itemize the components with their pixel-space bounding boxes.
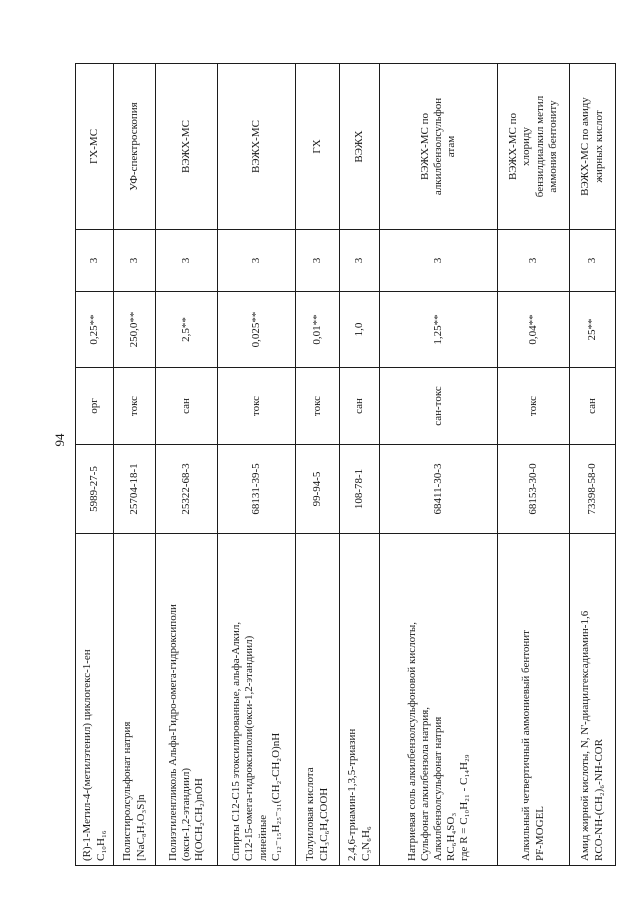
substance-name-cell: [156, 534, 218, 866]
hazard-class-cell: 3: [380, 230, 498, 292]
substance-name-line: Алкилбензолсульфонат натрия: [431, 716, 444, 861]
analysis-method-line: бензилдиалкил метил: [533, 95, 546, 198]
substance-name-line: (окси-1,2-этандиил): [179, 767, 192, 861]
analysis-method-line: ВЭЖХ-МС по: [507, 112, 520, 181]
hazard-type-cell: сан: [340, 368, 380, 445]
analysis-method-cell: [570, 64, 616, 230]
substance-name-line: (R)-1-Метил-4-(метилэтенил) циклогекс-1-ен: [81, 649, 94, 861]
rotated-table-frame: [75, 64, 615, 866]
limit-value-cell: 0,01**: [296, 292, 340, 368]
limit-value-cell: 0,04**: [498, 292, 570, 368]
analysis-method-cell: [380, 64, 498, 230]
table-row: [76, 64, 114, 866]
limit-value-cell: 1,25**: [380, 292, 498, 368]
hazard-class-cell: 3: [296, 230, 340, 292]
substance-name-line: C12-15-омега-гидроксиполи(окси-1,2-этандиил): [243, 635, 256, 861]
table-row: [498, 64, 570, 866]
page-number: 94: [52, 433, 67, 447]
analysis-method-line: аммония бентониту: [546, 100, 559, 193]
substance-name-line: C₁₀H₁₆: [94, 830, 107, 861]
table-row: [340, 64, 380, 866]
limit-value-cell: 0,25**: [76, 292, 114, 368]
analysis-method-line: хлориду: [520, 127, 533, 166]
table-row: [380, 64, 498, 866]
hazard-type-cell: токс: [114, 368, 156, 445]
limit-value-cell: 250,0**: [114, 292, 156, 368]
analysis-method-cell: ВЭЖХ: [340, 64, 380, 230]
hazard-type-cell: токс: [296, 368, 340, 445]
hazard-type-cell: сан-токс: [380, 368, 498, 445]
substance-name-line: Амид жирной кислоты, N, N'-диацилгексадиамин-1,6: [579, 610, 592, 861]
substance-name-line: CH₃C₆H₄COOH: [317, 787, 330, 861]
substance-name-cell: [218, 534, 296, 866]
substance-name-line: H(OCH₂CH₂)nOH: [193, 778, 206, 861]
table-row: [114, 64, 156, 866]
hazard-type-cell: орг: [76, 368, 114, 445]
cas-number-cell: 73398-58-0: [570, 445, 616, 534]
hazard-type-cell: токс: [498, 368, 570, 445]
cas-number-cell: 68153-30-0: [498, 445, 570, 534]
analysis-method-line: жирных кислот: [592, 110, 605, 183]
substance-name-cell: [296, 534, 340, 866]
substance-name-cell: [570, 534, 616, 866]
limit-value-cell: 0,025**: [218, 292, 296, 368]
limit-value-cell: 1,0: [340, 292, 380, 368]
table-row: [156, 64, 218, 866]
analysis-method-cell: ГХ-МС: [76, 64, 114, 230]
substance-name-cell: [498, 534, 570, 866]
table-row: [296, 64, 340, 866]
hazard-class-cell: 3: [156, 230, 218, 292]
hazard-type-cell: сан: [156, 368, 218, 445]
hazard-class-cell: 3: [76, 230, 114, 292]
substances-table: [75, 63, 616, 866]
substance-name-line: PF-MOGEL: [533, 805, 546, 861]
substance-name-line: Полиэтиленгликоль Альфа-Гидро-омега-гидроксиполи: [166, 604, 179, 861]
substance-name-line: RC₆H₄SO₃: [445, 812, 458, 861]
substance-name-cell: [340, 534, 380, 866]
cas-number-cell: 108-78-1: [340, 445, 380, 534]
analysis-method-line: ВЭЖХ-МС по: [418, 112, 431, 181]
substance-name-cell: [76, 534, 114, 866]
substance-name-line: линейные: [256, 814, 269, 861]
substance-name-line: RCO-NH-(CH₂)₆-NH-COR: [592, 739, 605, 861]
substance-name-line: Полистиролсульфонат натрия: [121, 721, 134, 861]
analysis-method-cell: ВЭЖХ-МС: [156, 64, 218, 230]
hazard-class-cell: 3: [114, 230, 156, 292]
analysis-method-line: алкилбензолсульфон: [431, 97, 444, 196]
cas-number-cell: 25322-68-3: [156, 445, 218, 534]
hazard-class-cell: 3: [570, 230, 616, 292]
substance-name-line: Толуиловая кислота: [304, 767, 317, 861]
substance-name-line: C₁₂₋₁₅H₂₅₋₃₁(CH₂-CH₂O)nH: [269, 732, 282, 861]
analysis-method-line: ВЭЖХ-МС по амиду: [579, 97, 592, 196]
substance-name-line: Алкильный четвертичный аммониевый бентонит: [520, 630, 533, 861]
cas-number-cell: 68411-30-3: [380, 445, 498, 534]
table-wrapper: [75, 64, 615, 866]
analysis-method-cell: ГХ: [296, 64, 340, 230]
substance-name-line: 2,4,6-триамин-1,3,5-триазин: [346, 728, 359, 861]
hazard-class-cell: 3: [340, 230, 380, 292]
limit-value-cell: 2,5**: [156, 292, 218, 368]
substance-name-line: Сульфонат алкилбензола натрия,: [418, 706, 431, 861]
cas-number-cell: 25704-18-1: [114, 445, 156, 534]
cas-number-cell: 5989-27-5: [76, 445, 114, 534]
limit-value-cell: 25**: [570, 292, 616, 368]
analysis-method-line: атам: [445, 135, 458, 158]
table-body: [76, 64, 616, 866]
substance-name-line: C₃N₆H₆: [359, 826, 372, 861]
substance-name-cell: [380, 534, 498, 866]
hazard-type-cell: токс: [218, 368, 296, 445]
substance-name-line: где R = C₁₀H₂₁ - C₁₄H₂₉: [458, 754, 471, 861]
analysis-method-cell: УФ-спектроскопия: [114, 64, 156, 230]
cas-number-cell: 99-94-5: [296, 445, 340, 534]
hazard-class-cell: 3: [218, 230, 296, 292]
substance-name-cell: [114, 534, 156, 866]
cas-number-cell: 68131-39-5: [218, 445, 296, 534]
substance-name-line: Натриевая соль алкилбензолсульфоновой кислоты,: [405, 622, 418, 861]
substance-name-line: Спирты C12-C15 этоксилированные, альфа-Алкил,: [230, 621, 243, 861]
table-row: [570, 64, 616, 866]
table-row: [218, 64, 296, 866]
substance-name-line: [NaC₈H₇O₃S]n: [134, 794, 147, 861]
hazard-class-cell: 3: [498, 230, 570, 292]
hazard-type-cell: сан: [570, 368, 616, 445]
analysis-method-cell: ВЭЖХ-МС: [218, 64, 296, 230]
analysis-method-cell: [498, 64, 570, 230]
